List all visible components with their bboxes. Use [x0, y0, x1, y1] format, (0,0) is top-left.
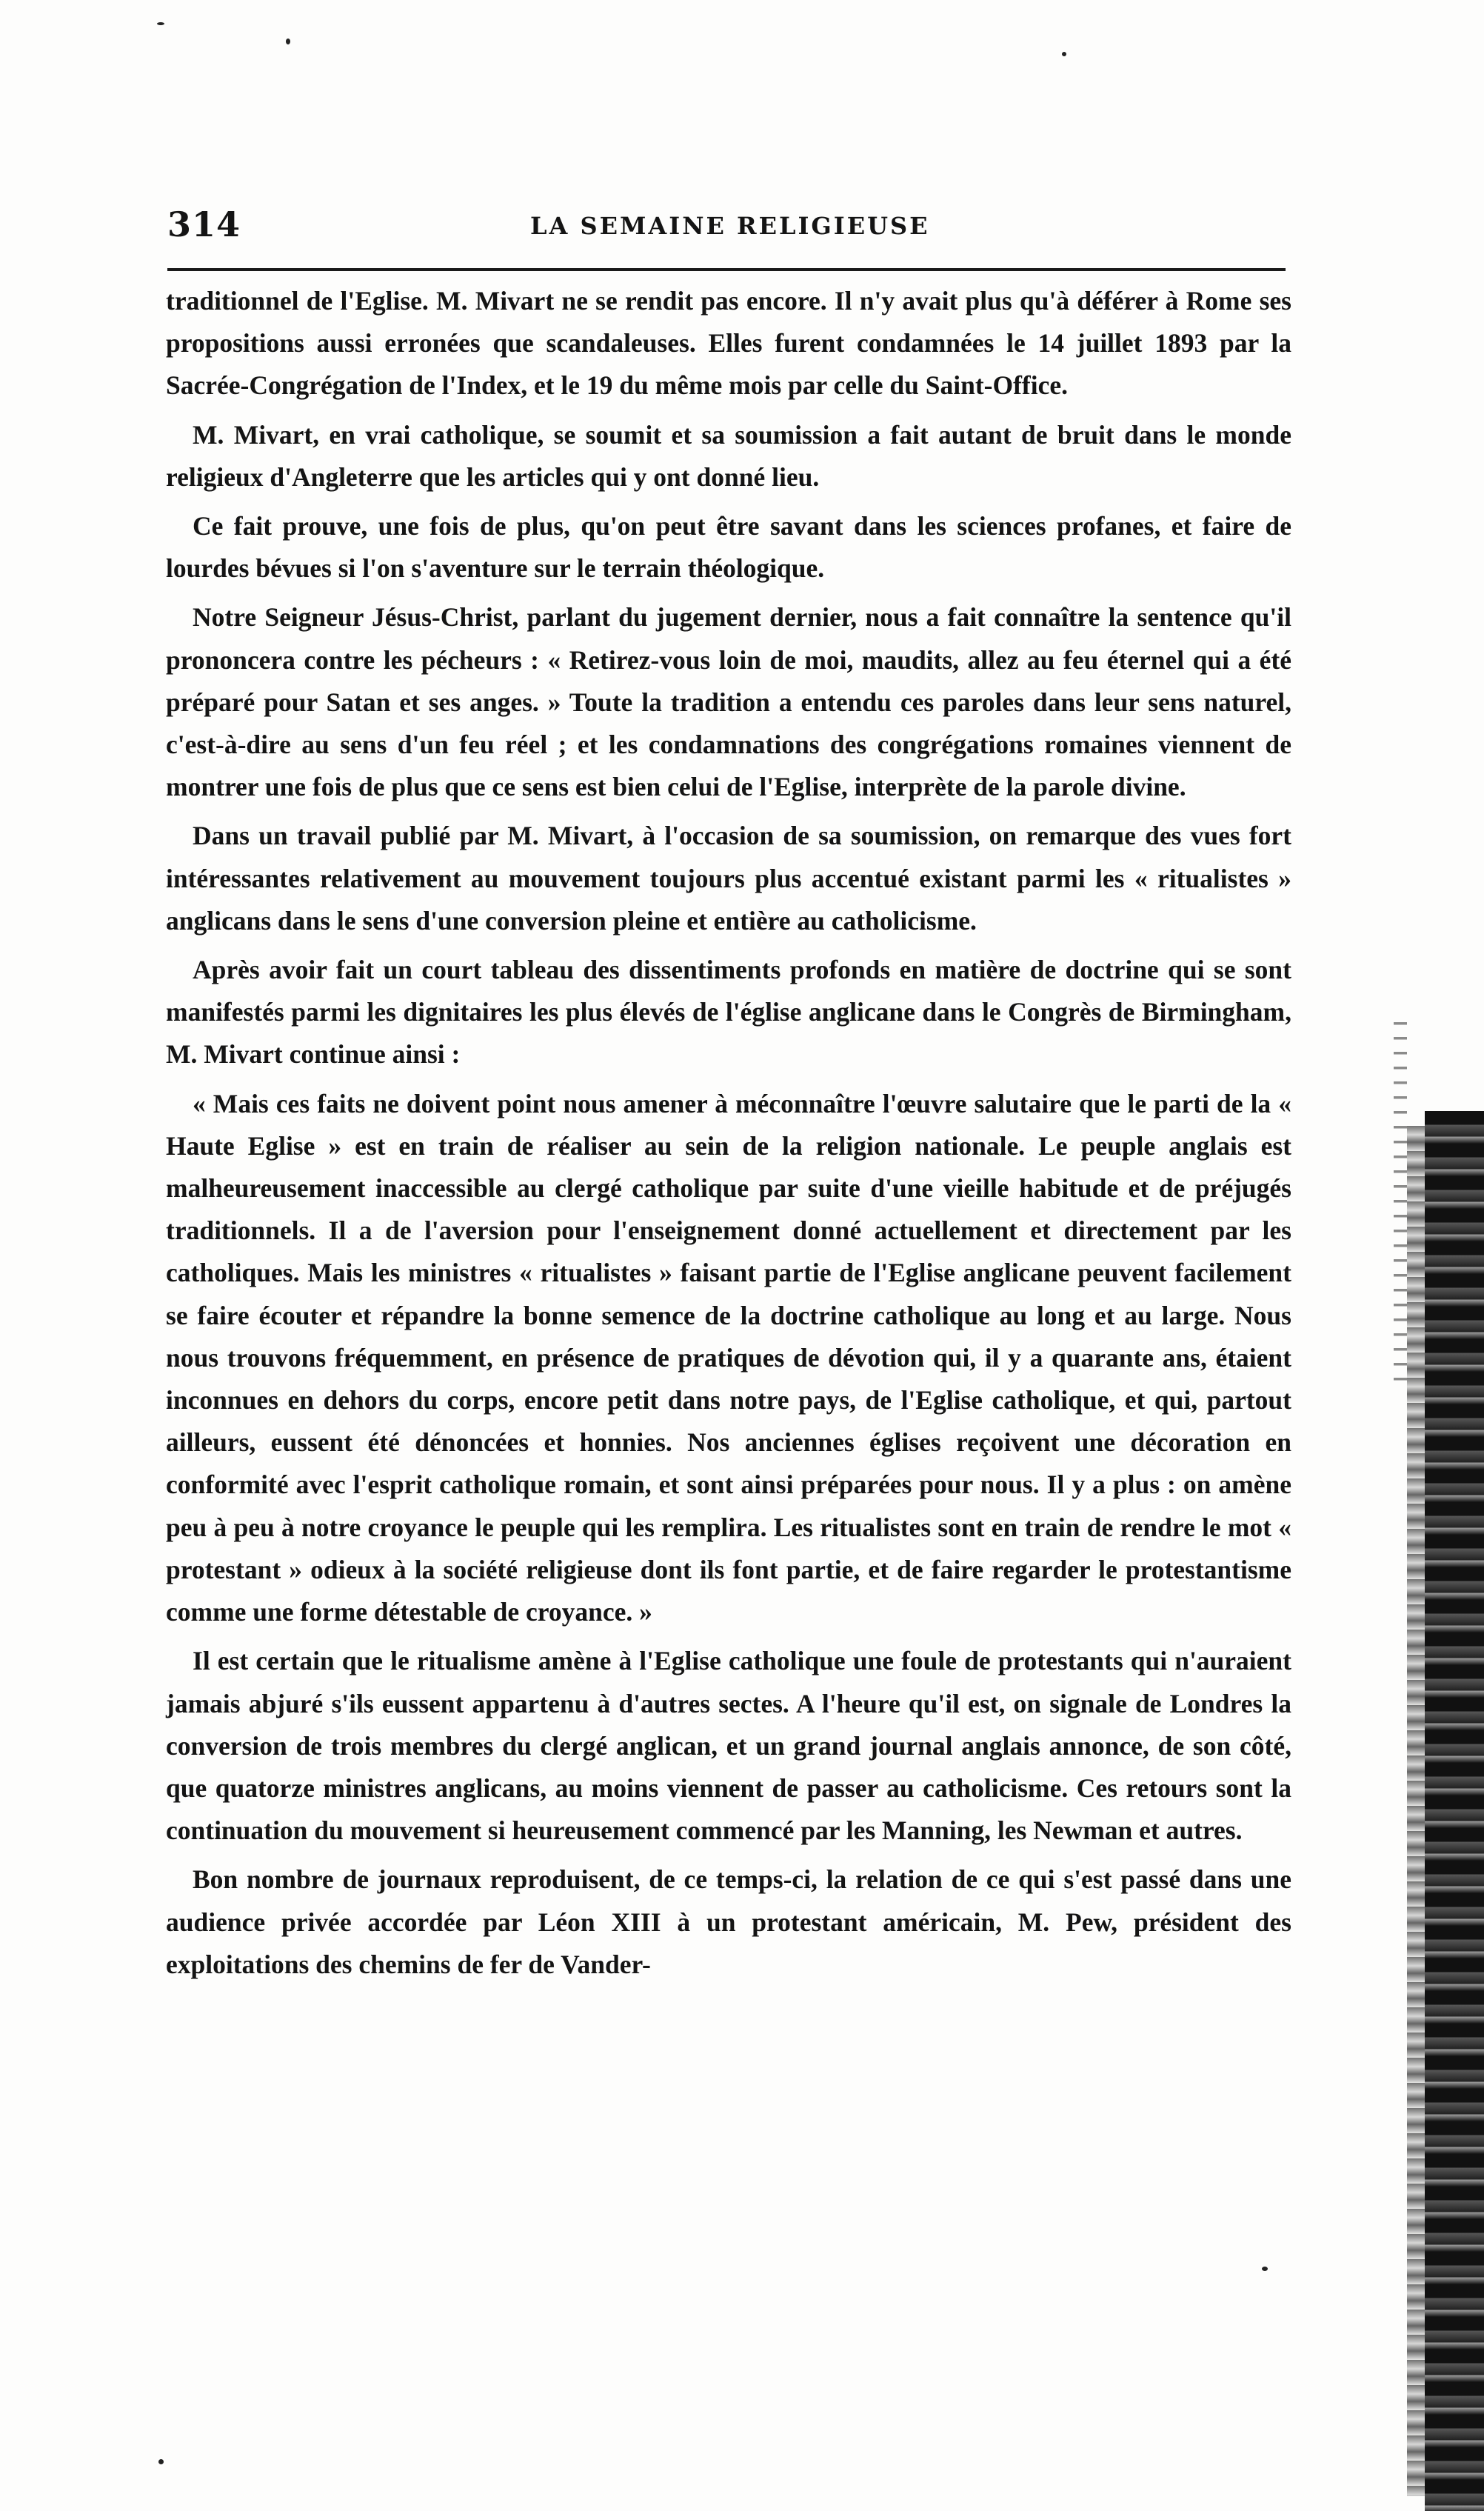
- paragraph: Il est certain que le ritualisme amène à l'Eglise catholique une foule de protestants qui n'auraient jamais abjuré s'ils eussent appartenu à d'autres sectes. A l'heure qu'il est, on signale de Londres la conversion de trois membres du clergé anglican, et un grand journal anglais annonce, de son côté, que quatorze ministres anglicans, au moins viennent de passer au catholicisme. Ces retours sont la continuation du mouvement si heureusement commencé par les Manning, les Newman et autres.: [166, 1646, 1291, 1846]
- paragraph: Après avoir fait un court tableau des dissentiments profonds en matière de doctrine qui se sont manifestés parmi les dignitaires les plus élevés de l'église anglicane dans le Congrès de Birmingham, M. Mivart continue ainsi :: [166, 955, 1291, 1070]
- scan-margin-dots: [1394, 1022, 1407, 1393]
- scan-speck: [1262, 2267, 1268, 2271]
- paragraph: Bon nombre de journaux reproduisent, de ce temps-ci, la relation de ce qui s'est passé dans une audience privée accordée par Léon XIII à un protestant américain, M. Pew, président des exploitations des chemins de fer de Vander-: [166, 1864, 1291, 1979]
- paragraph: Ce fait prouve, une fois de plus, qu'on peut être savant dans les sciences profanes, et faire de lourdes bévues si l'on s'aventure sur le terrain théologique.: [166, 511, 1291, 584]
- paragraph: M. Mivart, en vrai catholique, se soumit et sa soumission a fait autant de bruit dans le monde religieux d'Angleterre que les articles qui y ont donné lieu.: [166, 419, 1291, 492]
- scan-speck: [157, 22, 164, 25]
- page-number: 314: [167, 204, 241, 244]
- page-header: [167, 204, 1305, 249]
- article-body: [166, 280, 1291, 1993]
- scan-speck: [158, 2459, 164, 2464]
- scan-speck: [286, 39, 290, 44]
- scan-margin-shadow: [1407, 1126, 1425, 2496]
- quoted-paragraph: « Mais ces faits ne doivent point nous amener à méconnaître l'œuvre salutaire que le parti de la « Haute Eglise » est en train de réaliser au sein de la religion nationale. Le peuple anglais est malheureusement inaccessible au clergé catholique par suite d'une vieille habitude et de préjugés traditionnels. Il a de l'aversion pour l'enseignement donné actuellement et directement par les catholiques. Mais les ministres « ritualistes » faisant partie de l'Eglise anglicane peuvent facilement se faire écouter et répandre la bonne semence de la doctrine catholique au long et au large. Nous nous trouvons fréquemment, en présence de pratiques de dévotion qui, il y a quarante ans, étaient inconnues en dehors du corps, encore petit dans notre pays, de l'Eglise catholique, et qui, partout ailleurs, eussent été dénoncées et honnies. Nos anciennes églises reçoivent une décoration en conformité avec l'esprit catholique romain, et sont ainsi préparées pour nous. Il y a plus : on amène peu à peu à notre croyance le peuple qui les remplira. Les ritualistes sont en train de rendre le mot « protestant » odieux à la société religieuse dont ils font partie, et de faire regarder le protestantisme comme une forme détestable de croyance. »: [166, 1088, 1291, 1627]
- paragraph: Dans un travail publié par M. Mivart, à l'occasion de sa soumission, on remarque des vues fort intéressantes relativement au mouvement toujours plus accentué existant parmi les « ritualistes » anglicans dans le sens d'une conversion pleine et entière au catholicisme.: [166, 821, 1291, 936]
- scan-speck: [1062, 52, 1066, 56]
- paragraph: Notre Seigneur Jésus-Christ, parlant du jugement dernier, nous a fait connaître la sentence qu'il prononcera contre les pécheurs : « Retirez-vous loin de moi, maudits, allez au feu éternel qui a été préparé pour Satan et ses anges. » Toute la tradition a entendu ces paroles dans leur sens naturel, c'est-à-dire au sens d'un feu réel ; et les condamnations des congrégations romaines viennent de montrer une fois de plus que ce sens est bien celui de l'Eglise, interprète de la parole divine.: [166, 602, 1291, 802]
- paragraph: traditionnel de l'Eglise. M. Mivart ne se rendit pas encore. Il n'y avait plus qu'à déférer à Rome ses propositions aussi erronées que scandaleuses. Elles furent condamnées le 14 juillet 1893 par la Sacrée-Congrégation de l'Index, et le 19 du même mois par celle du Saint-Office.: [166, 286, 1291, 401]
- header-rule: [167, 268, 1286, 271]
- scan-margin-edge: [1425, 1111, 1484, 2511]
- running-title: LA SEMAINE RELIGIEUSE: [530, 212, 930, 240]
